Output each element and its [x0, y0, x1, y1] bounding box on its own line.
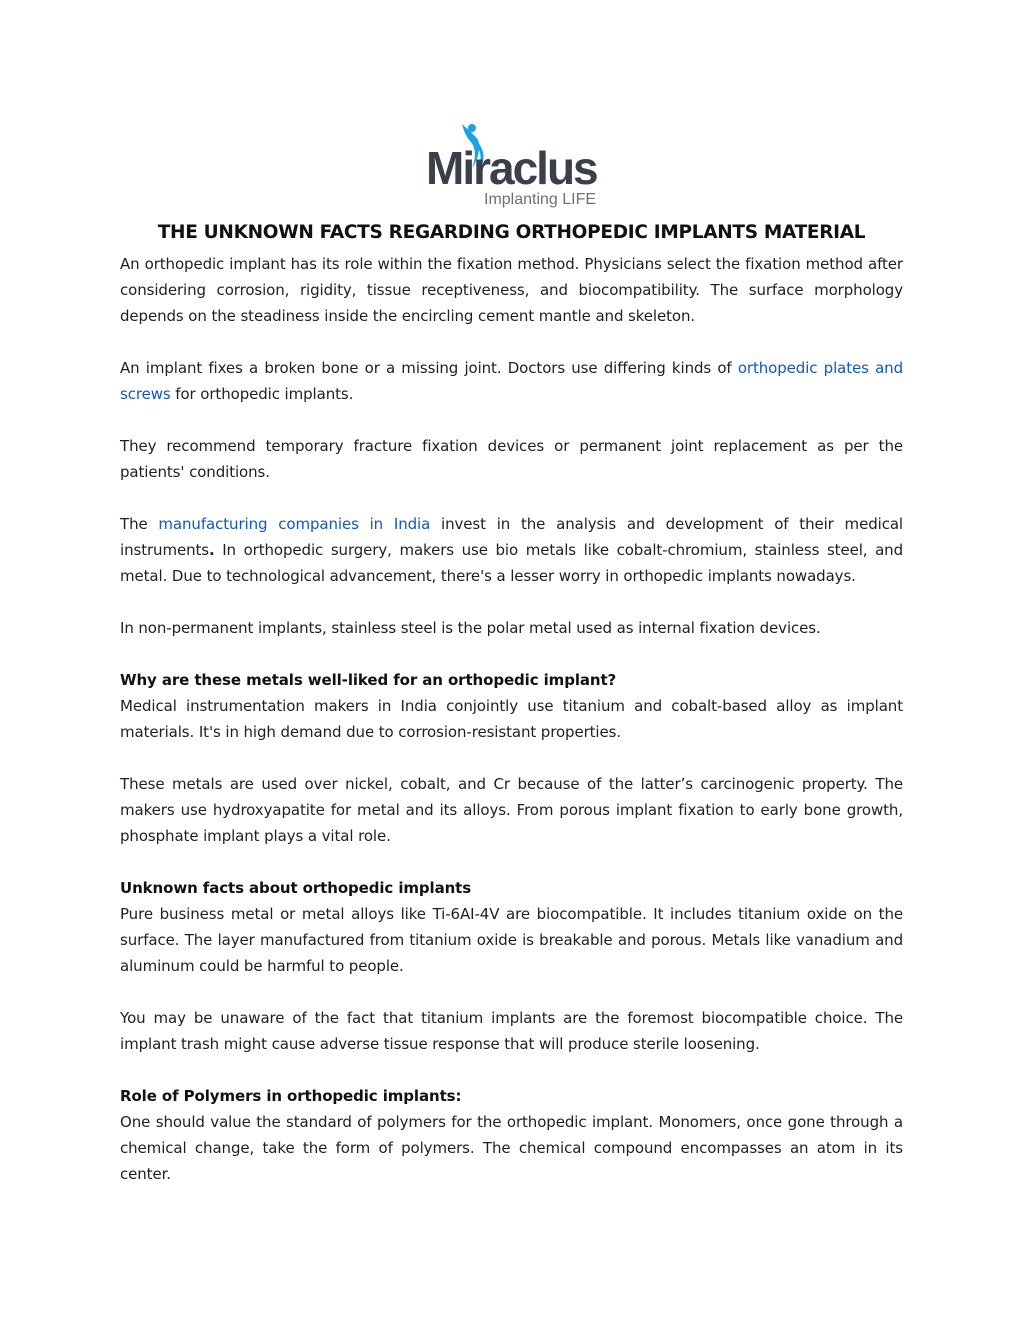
- text-span: for orthopedic implants.: [170, 385, 354, 403]
- logo-wordmark: Miraclus: [426, 142, 597, 194]
- paragraph: [120, 355, 903, 407]
- text-span: In orthopedic surgery, makers use bio metals like cobalt-chromium, stainless steel, and metal. Due to technological advancement, there's a lesser worry in orthopedic implants nowadays.: [120, 541, 903, 585]
- paragraph: [120, 511, 903, 589]
- manufacturing-companies-link[interactable]: manufacturing companies in India: [158, 515, 431, 533]
- paragraph: Medical instrumentation makers in India conjointly use titanium and cobalt-based alloy as implant materials. It's in high demand due to corrosion-resistant properties.: [120, 697, 903, 741]
- section-heading: Unknown facts about orthopedic implants: [120, 879, 472, 897]
- paragraph: Pure business metal or metal alloys like Ti-6AI-4V are biocompatible. It includes titanium oxide on the surface. The layer manufactured from titanium oxide is breakable and porous. Metals like vanadium and aluminum could be harmful to people.: [120, 905, 903, 975]
- text-span: An implant fixes a broken bone or a missing joint. Doctors use differing kinds of: [120, 359, 738, 377]
- orthopedic-plates-link[interactable]: orthopedic plates and screws: [120, 359, 904, 403]
- article-body: [120, 251, 903, 1187]
- text-span: The: [120, 515, 159, 533]
- company-logo: [424, 118, 602, 210]
- paragraph: They recommend temporary fracture fixation devices or permanent joint replacement as per the patients' conditions.: [120, 437, 903, 481]
- paragraph: In non-permanent implants, stainless steel is the polar metal used as internal fixation devices.: [120, 619, 821, 637]
- logo-tagline: Implanting LIFE: [484, 191, 597, 208]
- paragraph: You may be unaware of the fact that titanium implants are the foremost biocompatible choice. The implant trash might cause adverse tissue response that will produce sterile loosening.: [120, 1009, 903, 1053]
- page-title: THE UNKNOWN FACTS REGARDING ORTHOPEDIC IMPLANTS MATERIAL: [157, 222, 866, 243]
- bold-period: .: [209, 541, 215, 559]
- paragraph: An orthopedic implant has its role within the fixation method. Physicians select the fixation method after considering corrosion, rigidity, tissue receptiveness, and biocompatibility. The surface morphology depends on the steadiness inside the encircling cement mantle and skeleton.: [120, 255, 903, 325]
- miraclus-logo-graphic: [424, 118, 602, 210]
- text-span: invest in the analysis and development of their medical instruments: [120, 515, 903, 559]
- section-heading: Role of Polymers in orthopedic implants:: [120, 1087, 462, 1105]
- section-heading: Why are these metals well-liked for an orthopedic implant?: [120, 671, 617, 689]
- paragraph: One should value the standard of polymers for the orthopedic implant. Monomers, once gone through a chemical change, take the form of polymers. The chemical compound encompasses an atom in its center.: [120, 1113, 903, 1183]
- paragraph: These metals are used over nickel, cobalt, and Cr because of the latter’s carcinogenic property. The makers use hydroxyapatite for metal and its alloys. From porous implant fixation to early bone growth, phosphate implant plays a vital role.: [120, 775, 903, 845]
